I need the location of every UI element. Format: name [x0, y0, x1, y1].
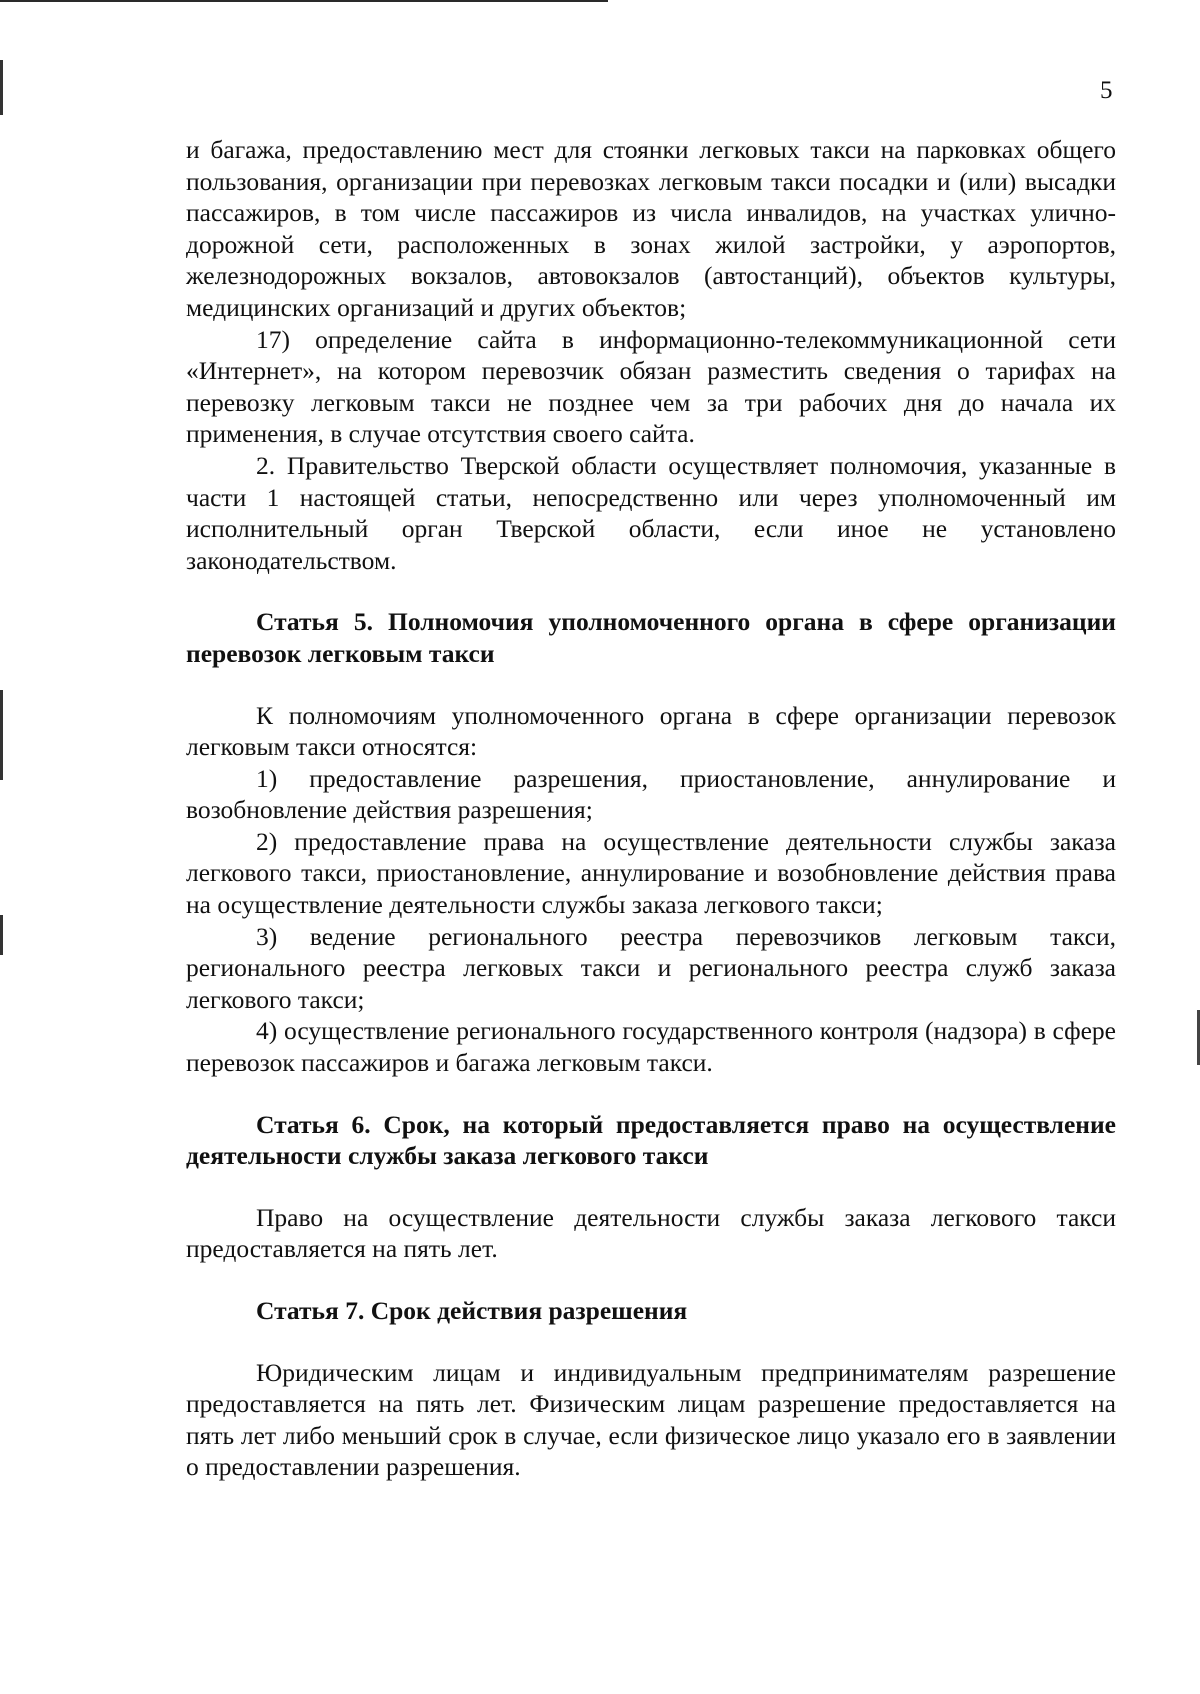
- article-7-text: Юридическим лицам и индивидуальным предпринимателям разрешение предоставляется на пять лет. Физическим лицам разрешение предоставляется на пять лет либо меньший срок в случае, если физическое лицо указало его в заявлении о предоставлении разрешения.: [186, 1357, 1116, 1482]
- article-7-heading: Статья 7. Срок действия разрешения: [256, 1296, 688, 1325]
- list-item-17: 17) определение сайта в информационно-телекоммуникационной сети «Интернет», на котором перевозчик обязан разместить сведения о тарифах на перевозку легковым такси не позднее чем за три рабочих дня до начала их применения, в случае отсутствия своего сайта.: [186, 324, 1116, 449]
- scan-edge-left-mark: [0, 60, 3, 115]
- article-5-item-3: 3) ведение регионального реестра перевозчиков легковым такси, регионального реестра легковых такси и регионального реестра служб заказа легкового такси;: [186, 921, 1116, 1014]
- article-6-heading: Статья 6. Срок, на который предоставляется право на осуществление деятельности службы заказа легкового такси: [186, 1109, 1116, 1171]
- article-5-heading: Статья 5. Полномочия уполномоченного органа в сфере организации перевозок легковым такси: [186, 607, 1116, 668]
- article-5-item-4: 4) осуществление регионального государственного контроля (надзора) в сфере перевозок пассажиров и багажа легковым такси.: [186, 1016, 1116, 1078]
- document-body: [186, 134, 1116, 1483]
- paragraph-part-2: 2. Правительство Тверской области осуществляет полномочия, указанные в части 1 настоящей статьи, непосредственно или через уполномоченный им исполнительный орган Тверской области, если иное не установлено законодательством.: [186, 450, 1116, 575]
- article-5-intro: К полномочиям уполномоченного органа в сфере организации перевозок легковым такси относятся:: [186, 700, 1116, 762]
- page-number: 5: [1100, 77, 1113, 104]
- scan-edge-left-mark: [0, 690, 3, 780]
- scan-edge-left-mark: [0, 915, 3, 955]
- article-5-item-1: 1) предоставление разрешения, приостановление, аннулирование и возобновление действия разрешения;: [186, 763, 1116, 825]
- scan-edge-top: [0, 0, 608, 2]
- paragraph-continuation: и багажа, предоставлению мест для стоянки легковых такси на парковках общего пользования, организации при перевозках легковым такси посадки и (или) высадки пассажиров, в том числе пассажиров из числа инвалидов, на участках улично-дорожной сети, расположенных в зонах жилой застройки, у аэропортов, железнодорожных вокзалов, автовокзалов (автостанций), объектов культуры, медицинских организаций и других объектов;: [186, 135, 1116, 322]
- article-6-text: Право на осуществление деятельности службы заказа легкового такси предоставляется на пять лет.: [186, 1202, 1116, 1264]
- article-5-item-2: 2) предоставление права на осуществление деятельности службы заказа легкового такси, приостановление, аннулирование и возобновление действия права на осуществление деятельности службы заказа легкового такси;: [186, 826, 1116, 920]
